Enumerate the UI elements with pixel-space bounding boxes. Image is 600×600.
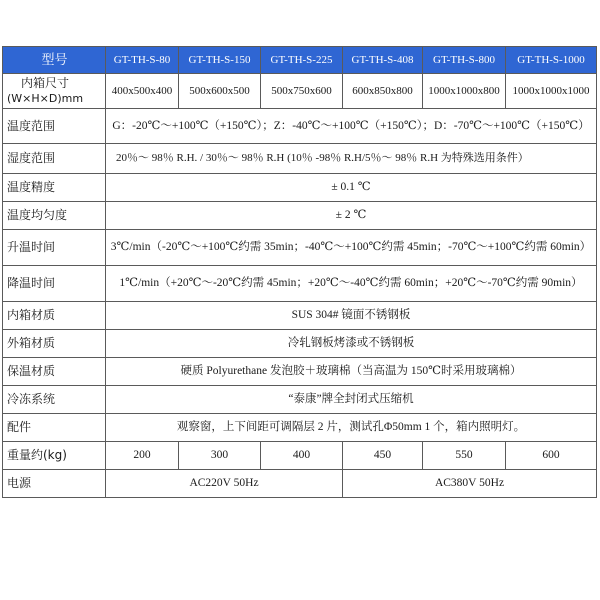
power-value-b: AC380V 50Hz bbox=[343, 470, 597, 498]
size-cell: 600x850x800 bbox=[343, 74, 423, 109]
temp-range-value: G：-20℃～+100℃（+150℃）；Z：-40℃～+100℃（+150℃）；D：-70℃～+100℃（+150℃） bbox=[106, 109, 597, 144]
weight-cell: 200 bbox=[106, 442, 179, 470]
inner-material-value: SUS 304# 镜面不锈钢板 bbox=[106, 302, 597, 330]
temp-uniformity-row bbox=[3, 202, 597, 230]
size-label-unit: (W×H×D)mm bbox=[7, 92, 84, 105]
weight-cell: 400 bbox=[261, 442, 343, 470]
size-cell: 500x600x500 bbox=[179, 74, 261, 109]
size-cell: 1000x1000x800 bbox=[423, 74, 506, 109]
inner-material-row bbox=[3, 302, 597, 330]
power-label: 电源 bbox=[3, 470, 106, 498]
temp-uniformity-value: ± 2 ℃ bbox=[106, 202, 597, 230]
temp-accuracy-label: 温度精度 bbox=[3, 174, 106, 202]
cooling-row bbox=[3, 386, 597, 414]
size-cell: 1000x1000x1000 bbox=[506, 74, 597, 109]
cool-time-value: 1℃/min（+20℃～-20℃约需 45min；+20℃～-40℃约需 60min；+20℃～-70℃约需 90min） bbox=[106, 266, 597, 302]
insulation-row bbox=[3, 358, 597, 386]
size-row bbox=[3, 74, 597, 109]
humidity-range-value: 20％～ 98％ R.H. / 30％～ 98％ R.H (10％ -98％ R.H/5％～ 98％ R.H 为特殊选用条件） bbox=[106, 144, 597, 174]
outer-material-value: 冷轧钢板烤漆或不锈钢板 bbox=[106, 330, 597, 358]
spec-table bbox=[2, 46, 597, 498]
temp-range-label: 温度范围 bbox=[3, 109, 106, 144]
cooling-label: 冷冻系统 bbox=[3, 386, 106, 414]
insulation-value: 硬质 Polyurethane 发泡胶＋玻璃棉（当高温为 150℃时采用玻璃棉） bbox=[106, 358, 597, 386]
power-row bbox=[3, 470, 597, 498]
temp-accuracy-value: ± 0.1 ℃ bbox=[106, 174, 597, 202]
weight-label: 重量约(kg) bbox=[3, 442, 106, 470]
temp-accuracy-row bbox=[3, 174, 597, 202]
heat-time-value: 3℃/min（-20℃～+100℃约需 35min；-40℃～+100℃约需 45min；-70℃～+100℃约需 60min） bbox=[106, 230, 597, 266]
spec-sheet bbox=[2, 46, 596, 498]
size-cell: 500x750x600 bbox=[261, 74, 343, 109]
model-cell: GT-TH-S-80 bbox=[106, 47, 179, 74]
outer-material-label: 外箱材质 bbox=[3, 330, 106, 358]
model-cell: GT-TH-S-800 bbox=[423, 47, 506, 74]
cooling-value: “泰康”牌全封闭式压缩机 bbox=[106, 386, 597, 414]
size-label-name: 内箱尺寸 bbox=[21, 76, 70, 90]
temp-range-row bbox=[3, 109, 597, 144]
accessories-label: 配件 bbox=[3, 414, 106, 442]
model-cell: GT-TH-S-150 bbox=[179, 47, 261, 74]
power-value-a: AC220V 50Hz bbox=[106, 470, 343, 498]
outer-material-row bbox=[3, 330, 597, 358]
model-label: 型号 bbox=[3, 47, 106, 74]
heat-time-label: 升温时间 bbox=[3, 230, 106, 266]
cool-time-row bbox=[3, 266, 597, 302]
weight-cell: 550 bbox=[423, 442, 506, 470]
weight-cell: 450 bbox=[343, 442, 423, 470]
weight-cell: 300 bbox=[179, 442, 261, 470]
temp-uniformity-label: 温度均匀度 bbox=[3, 202, 106, 230]
model-cell: GT-TH-S-225 bbox=[261, 47, 343, 74]
weight-row bbox=[3, 442, 597, 470]
size-label bbox=[3, 74, 106, 109]
cool-time-label: 降温时间 bbox=[3, 266, 106, 302]
insulation-label: 保温材质 bbox=[3, 358, 106, 386]
model-cell: GT-TH-S-1000 bbox=[506, 47, 597, 74]
model-cell: GT-TH-S-408 bbox=[343, 47, 423, 74]
accessories-row bbox=[3, 414, 597, 442]
size-cell: 400x500x400 bbox=[106, 74, 179, 109]
accessories-value: 观察窗，上下间距可调隔层 2 片，测试孔Φ50mm 1 个，箱内照明灯。 bbox=[106, 414, 597, 442]
heat-time-row bbox=[3, 230, 597, 266]
weight-cell: 600 bbox=[506, 442, 597, 470]
humidity-range-label: 湿度范围 bbox=[3, 144, 106, 174]
humidity-range-row bbox=[3, 144, 597, 174]
model-row bbox=[3, 47, 597, 74]
inner-material-label: 内箱材质 bbox=[3, 302, 106, 330]
